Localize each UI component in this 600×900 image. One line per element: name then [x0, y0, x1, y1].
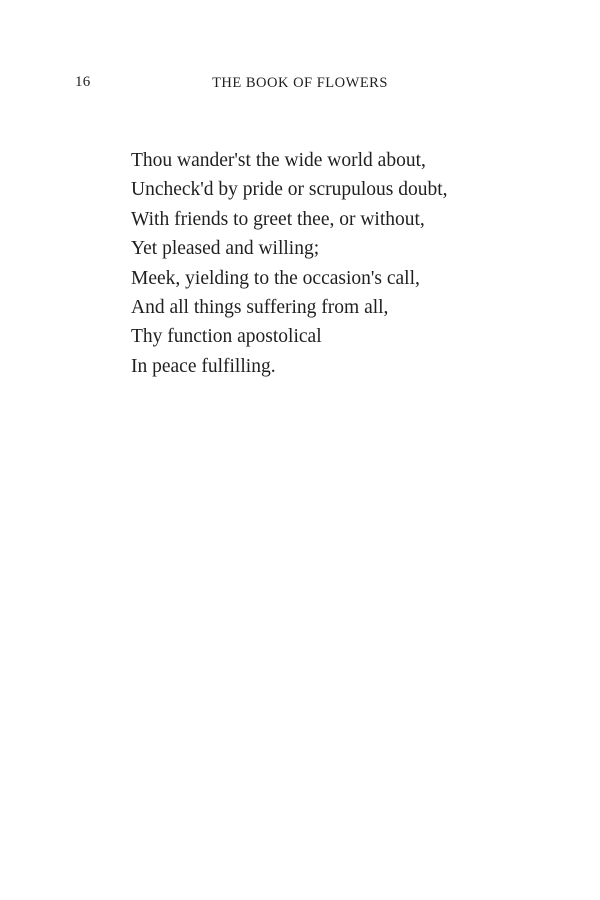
verse-line: In peace fulfilling.	[131, 355, 276, 377]
poem-stanza	[131, 146, 551, 381]
verse-line: And all things suffering from all,	[131, 297, 389, 319]
running-title: THE BOOK OF FLOWERS	[212, 75, 388, 91]
verse-line: Meek, yielding to the occasion's call,	[131, 267, 420, 289]
verse-line: With friends to greet thee, or without,	[131, 208, 425, 230]
verse-line: Yet pleased and willing;	[131, 238, 320, 260]
verse-line: Thy function apostolical	[131, 326, 322, 348]
verse-line: Thou wander'st the wide world about,	[131, 150, 426, 171]
verse-line: Uncheck'd by pride or scrupulous doubt,	[131, 179, 448, 201]
page-number: 16	[75, 74, 91, 90]
